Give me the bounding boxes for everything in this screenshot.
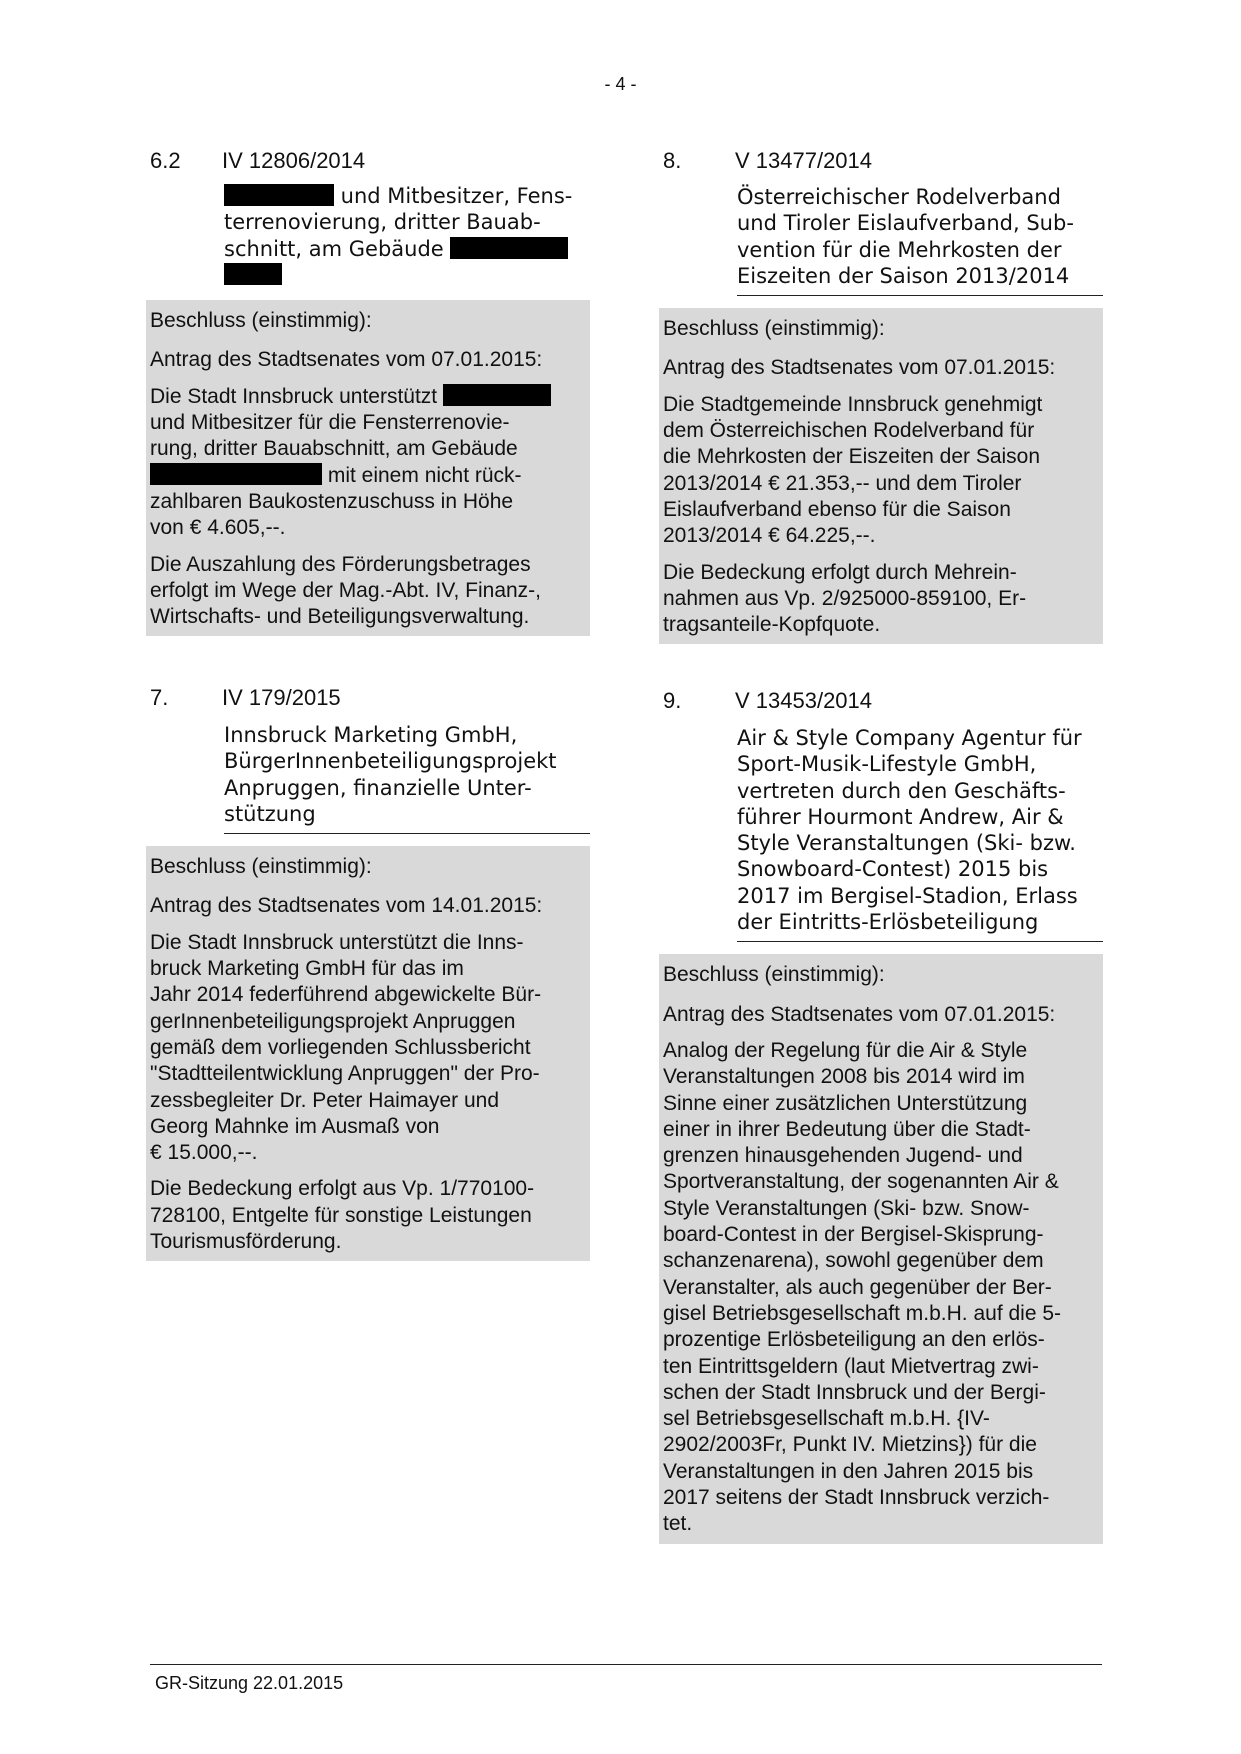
payment-text [150, 552, 586, 631]
body-line: Analog der Regelung für die Air & Style [663, 1038, 1028, 1062]
agenda-item-7 [146, 684, 590, 1261]
body-line: Die Auszahlung des Förderungsbetrages [150, 552, 531, 576]
item-reference: V 13453/2014 [735, 688, 873, 713]
body-line: Tourismusförderung. [150, 1230, 342, 1254]
body-line: Die Stadtgemeinde Innsbruck genehmigt [663, 392, 1043, 416]
body-line: 728100, Entgelte für sonstige Leistungen [150, 1203, 532, 1227]
body-line: bruck Marketing GmbH für das im [150, 957, 464, 981]
body-line: 2013/2014 € 21.353,-- und dem Tiroler [663, 471, 1022, 495]
motion-label: Antrag des Stadtsenates vom 07.01.2015: [663, 1002, 1056, 1026]
body-line: gerInnenbeteiligungsprojekt Anpruggen [150, 1009, 516, 1033]
subject-line: Snowboard-Contest) 2015 bis [737, 857, 1049, 882]
item-number: 9. [663, 688, 682, 713]
body-line: "Stadtteilentwicklung Anpruggen" der Pro- [150, 1062, 540, 1086]
body-line: ten Eintrittsgeldern (laut Mietvertrag zwi- [663, 1354, 1039, 1378]
funding-text [150, 1176, 586, 1255]
decision-label: Beschluss (einstimmig): [663, 317, 885, 341]
body-line: nahmen aus Vp. 2/925000-859100, Er- [663, 586, 1027, 610]
body-line: rung, dritter Bauabschnitt, am Gebäude [150, 437, 518, 461]
body-line: tragsanteile-Kopfquote. [663, 613, 881, 637]
footer-text: GR-Sitzung 22.01.2015 [155, 1673, 344, 1693]
item-number: 8. [663, 148, 682, 173]
body-line: 2902/2003Fr, Punkt IV. Mietzins}) für die [663, 1433, 1037, 1457]
body-line: von € 4.605,--. [150, 516, 286, 540]
body-line: Sportveranstaltung, der sogenannten Air & [663, 1170, 1059, 1194]
subject-line: terrenovierung, dritter Bauab- [224, 210, 541, 235]
subject-line: Österreichischer Rodelverband [737, 185, 1061, 209]
body-line: tet. [663, 1512, 693, 1536]
body-line: einer in ihrer Bedeutung über die Stadt- [663, 1117, 1031, 1141]
resolution-text [150, 930, 586, 1167]
body-line: grenzen hinausgehenden Jugend- und [663, 1144, 1023, 1168]
body-line: dem Österreichischen Rodelverband für [663, 419, 1035, 443]
subject-line: der Eintritts-Erlösbeteiligung [737, 910, 1039, 935]
motion-label: Antrag des Stadtsenates vom 07.01.2015: [663, 356, 1056, 380]
subject-line: 2017 im Bergisel-Stadion, Erlass [737, 883, 1078, 908]
item-header [146, 684, 590, 712]
item-reference: V 13477/2014 [735, 148, 873, 173]
body-line: Veranstaltungen in den Jahren 2015 bis [663, 1459, 1034, 1483]
agenda-item-6-2 [146, 147, 590, 636]
item-header [659, 687, 1103, 715]
body-line: gisel Betriebsgesellschaft m.b.H. auf die 5- [663, 1301, 1062, 1325]
decision-label: Beschluss (einstimmig): [663, 963, 885, 987]
decision-label: Beschluss (einstimmig): [150, 855, 372, 879]
subject-line: Sport-Musik-Lifestyle GmbH, [737, 752, 1037, 777]
body-line: gemäß dem vorliegenden Schlussbericht [150, 1035, 531, 1059]
footer-rule [150, 1664, 1102, 1665]
funding-text [663, 560, 1099, 639]
subject-line: Innsbruck Marketing GmbH, [224, 723, 518, 747]
redaction-block [224, 263, 282, 285]
body-line: € 15.000,--. [150, 1141, 258, 1165]
subject-line: vertreten durch den Geschäfts- [737, 778, 1066, 803]
item-reference: IV 12806/2014 [222, 148, 366, 173]
item-number: 6.2 [150, 148, 181, 173]
body-line: erfolgt im Wege der Mag.-Abt. IV, Finanz-, [150, 578, 542, 602]
resolution-text [150, 384, 586, 542]
subject-line: Anpruggen, finanzielle Unter- [224, 775, 532, 800]
item-header [146, 147, 590, 175]
body-line: prozentige Erlösbeteiligung an den erlös- [663, 1328, 1045, 1352]
body-line: mit einem nicht rück- [150, 463, 586, 489]
subject-line: Air & Style Company Agentur für [737, 726, 1082, 750]
body-line: Wirtschafts- und Beteiligungsverwaltung. [150, 605, 530, 629]
body-line: Style Veranstaltungen (Ski- bzw. Snow- [663, 1196, 1030, 1220]
body-line: Eislaufverband ebenso für die Saison [663, 497, 1011, 521]
resolution-text [663, 1038, 1099, 1538]
page-number: - 4 - [604, 74, 637, 94]
item-subject [224, 175, 590, 300]
body-line: Veranstaltungen 2008 bis 2014 wird im [663, 1065, 1025, 1089]
body-line: Die Stadt Innsbruck unterstützt [150, 384, 586, 410]
resolution-text [663, 392, 1099, 550]
body-line: sel Betriebsgesellschaft m.b.H. {IV- [663, 1407, 990, 1431]
body-line: zessbegleiter Dr. Peter Haimayer und [150, 1088, 499, 1112]
resolution-box [659, 954, 1103, 1543]
resolution-box [146, 300, 590, 636]
subject-line: Style Veranstaltungen (Ski- bzw. [737, 831, 1076, 856]
item-subject [737, 715, 1103, 942]
body-line: Jahr 2014 federführend abgewickelte Bür- [150, 983, 542, 1007]
redaction-block [450, 237, 568, 259]
body-line: die Mehrkosten der Eiszeiten der Saison [663, 445, 1041, 469]
body-line: Die Bedeckung erfolgt aus Vp. 1/770100- [150, 1177, 535, 1201]
subject-line: schnitt, am Gebäude [224, 236, 590, 262]
resolution-box [146, 846, 590, 1261]
body-line: 2017 seitens der Stadt Innsbruck verzich- [663, 1486, 1050, 1510]
item-reference: IV 179/2015 [222, 685, 341, 710]
item-subject [224, 712, 590, 834]
redaction-block [443, 384, 551, 406]
body-line: 2013/2014 € 64.225,--. [663, 524, 876, 548]
body-line: board-Contest in der Bergisel-Skisprung- [663, 1223, 1044, 1247]
subject-line: führer Hourmont Andrew, Air & [737, 804, 1064, 829]
body-line: Die Bedeckung erfolgt durch Mehrein- [663, 560, 1017, 584]
subject-line: und Tiroler Eislaufverband, Sub- [737, 211, 1074, 236]
agenda-item-8 [659, 147, 1103, 644]
body-line: schanzenarena), sowohl gegenüber dem [663, 1249, 1044, 1273]
motion-label: Antrag des Stadtsenates vom 14.01.2015: [150, 894, 543, 918]
subject-line: BürgerInnenbeteiligungsprojekt [224, 749, 557, 774]
subject-line: stützung [224, 801, 316, 826]
item-subject [737, 175, 1103, 296]
motion-label: Antrag des Stadtsenates vom 07.01.2015: [150, 348, 543, 372]
body-line: Georg Mahnke im Ausmaß von [150, 1114, 440, 1138]
agenda-item-9 [659, 687, 1103, 1544]
subject-line: und Mitbesitzer, Fens- [224, 183, 590, 209]
subject-line: Eiszeiten der Saison 2013/2014 [737, 263, 1070, 288]
redaction-block [150, 463, 322, 485]
body-line: Die Stadt Innsbruck unterstützt die Inns- [150, 930, 524, 954]
body-line: Sinne einer zusätzlichen Unterstützung [663, 1091, 1028, 1115]
body-line: zahlbaren Baukostenzuschuss in Höhe [150, 489, 514, 513]
subject-line [224, 262, 590, 288]
resolution-box [659, 308, 1103, 644]
body-line: schen der Stadt Innsbruck und der Bergi- [663, 1380, 1046, 1404]
redaction-block [224, 184, 334, 206]
body-line: und Mitbesitzer für die Fensterrenovie- [150, 411, 510, 435]
subject-line: vention für die Mehrkosten der [737, 237, 1062, 262]
item-header [659, 147, 1103, 175]
decision-label: Beschluss (einstimmig): [150, 309, 372, 333]
body-line: Veranstalter, als auch gegenüber der Ber- [663, 1275, 1052, 1299]
item-number: 7. [150, 685, 169, 710]
